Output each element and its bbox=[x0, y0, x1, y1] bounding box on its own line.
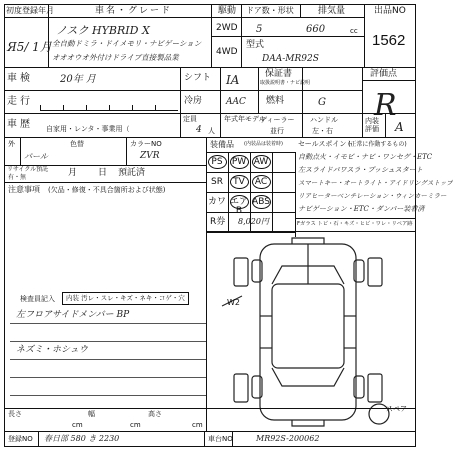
warranty-sub: 取扱説明書・ナビ説明 bbox=[260, 80, 311, 86]
inspector-line-1: 左フロアサイドメンバー BP bbox=[16, 310, 130, 320]
divider bbox=[302, 68, 303, 137]
notes-label: 注意事項 bbox=[8, 185, 40, 194]
sales-line-5: ナビゲーション・ETC・ダンパー装着済 bbox=[298, 205, 425, 213]
circle-mark bbox=[230, 155, 249, 169]
inspection-value: 20年 月 bbox=[60, 74, 96, 85]
dealer-label: ディーラー bbox=[260, 116, 295, 124]
diagram-mark-w2: W2 bbox=[227, 298, 240, 307]
divider bbox=[211, 36, 364, 37]
divider bbox=[362, 80, 416, 81]
divider bbox=[4, 90, 362, 91]
exterior-label: 外 bbox=[8, 140, 15, 148]
capacity-unit: 人 bbox=[208, 127, 215, 135]
shift-label: シフト bbox=[184, 73, 212, 83]
inspector-label: 検査員記入 bbox=[20, 295, 55, 303]
car-name-line2: 全自動ドミラ・ドイメモリ・ナビゲーション bbox=[52, 39, 202, 48]
glass-note: Fガラス トビ・石・キズ・ヒビ・ワレ・リペア跡 bbox=[297, 221, 413, 227]
exhibit-value: 1562 bbox=[372, 32, 406, 49]
divider bbox=[295, 218, 416, 219]
circle-mark bbox=[252, 175, 271, 189]
door-value: 5 bbox=[256, 24, 263, 35]
fuel-value: G bbox=[318, 97, 326, 108]
chassis-label: 車歴 bbox=[7, 119, 33, 130]
divider bbox=[126, 137, 127, 165]
dealer-value: 並行 bbox=[270, 127, 284, 135]
displacement-label: 排気量 bbox=[318, 6, 346, 16]
width-label: 幅 bbox=[88, 410, 95, 418]
color-no-value: ZVR bbox=[140, 151, 160, 161]
divider bbox=[38, 431, 39, 447]
divider bbox=[4, 137, 416, 138]
recycle-month: 月 bbox=[68, 168, 78, 178]
capacity-value: 4 bbox=[196, 125, 202, 135]
recycle-label: リサイクル預託 bbox=[7, 166, 49, 173]
divider bbox=[362, 113, 416, 114]
shift-value: IA bbox=[226, 73, 240, 87]
equipment-sub: (内装品は装着時) bbox=[244, 141, 283, 147]
length-unit: cm bbox=[72, 421, 83, 429]
circle-mark bbox=[230, 175, 249, 189]
circle-mark bbox=[252, 195, 271, 209]
recycle-day: 日 bbox=[98, 168, 108, 178]
divider bbox=[4, 408, 416, 409]
cooler-value: AAC bbox=[226, 97, 246, 107]
equip-tv: TV bbox=[233, 177, 245, 187]
circle-mark bbox=[230, 195, 249, 209]
car-name-line3: オオオウオ外付けドライブ直接製品業 bbox=[52, 53, 179, 62]
height-unit: cm bbox=[192, 421, 203, 429]
inspection-label: 車検 bbox=[7, 73, 33, 84]
divider bbox=[300, 4, 301, 18]
car-name-label: 車名・グレード bbox=[95, 6, 173, 16]
r-ticket-value: 8,020円 bbox=[238, 217, 269, 226]
divider bbox=[20, 137, 21, 165]
handle-label: ハンドル bbox=[310, 116, 338, 124]
interior-label: 内装評価 bbox=[365, 117, 379, 134]
equipment-label: 装備品 bbox=[210, 140, 234, 149]
sales-line-4: リアヒーターベンチレーション・ウィンカーミラー bbox=[298, 192, 447, 200]
drive-4wd: 4WD bbox=[216, 47, 238, 57]
drive-2wd: 2WD bbox=[216, 23, 238, 33]
equip-sr: SR bbox=[211, 177, 223, 187]
warranty-label: 保証書 bbox=[265, 69, 293, 79]
length-label: 長さ bbox=[8, 410, 22, 418]
divider bbox=[385, 113, 386, 137]
chassis-options: 自家用・レンタ・事業用（ bbox=[46, 125, 130, 133]
sales-line-2: 左スライドパワスラ・プッシュスタート bbox=[298, 166, 423, 174]
chassis-no-label: 車台NO bbox=[208, 435, 233, 443]
reg-no-label: 登録NO bbox=[8, 435, 33, 443]
height-label: 高さ bbox=[148, 410, 162, 418]
equip-ac: AC bbox=[254, 177, 268, 187]
divider bbox=[220, 68, 221, 137]
recycle-suffix: 預託済 bbox=[118, 168, 146, 178]
equip-abs: ABS bbox=[252, 197, 270, 207]
fuel-label: 燃料 bbox=[266, 96, 285, 106]
divider bbox=[4, 113, 362, 114]
spare-label: スペア bbox=[386, 405, 407, 413]
type-label: 型式 bbox=[246, 40, 265, 50]
equip-airbag: エアB bbox=[229, 197, 248, 216]
reg-no-value: 春日部 580 き 2230 bbox=[44, 434, 120, 443]
equip-aw: AW bbox=[253, 157, 269, 167]
cooler-label: 冷房 bbox=[184, 96, 203, 106]
circle-mark bbox=[208, 155, 227, 169]
divider bbox=[4, 182, 206, 183]
sales-points-sub: (正常に作動するもの) bbox=[348, 141, 407, 148]
recycle-value: 有・無 bbox=[8, 174, 27, 181]
sales-points-label: セールスポイント bbox=[298, 140, 354, 148]
width-unit: cm bbox=[130, 421, 141, 429]
color-label: 色替 bbox=[70, 140, 84, 148]
equip-ps: PS bbox=[211, 157, 223, 167]
header-label-strip bbox=[4, 4, 364, 18]
mileage-ticks bbox=[40, 105, 178, 111]
divider bbox=[204, 431, 205, 447]
divider bbox=[258, 68, 259, 90]
car-diagram bbox=[222, 236, 394, 428]
equip-r-ticket: R券 bbox=[210, 217, 226, 227]
chassis-no-value: MR92S-200062 bbox=[256, 434, 320, 443]
divider bbox=[206, 231, 416, 232]
interior-value: A bbox=[395, 120, 404, 134]
eval-value: R bbox=[374, 88, 397, 123]
divider bbox=[258, 90, 259, 113]
sales-line-3: スマートキー・オートライト・アイドリングストップ bbox=[298, 179, 453, 187]
displacement-value: 660 bbox=[306, 24, 326, 35]
divider bbox=[362, 68, 363, 137]
eval-label: 評価点 bbox=[370, 69, 398, 79]
inspector-options: 内装 汚レ・スレ・キズ・ネキ・コゲ・穴 bbox=[62, 292, 189, 305]
divider bbox=[364, 4, 365, 68]
divider bbox=[4, 431, 416, 432]
equip-leather: カワ bbox=[207, 197, 226, 207]
capacity-label: 定員 bbox=[183, 115, 197, 123]
inspector-line-2: ネズミ・ホシュウ bbox=[16, 345, 88, 355]
first-reg-value: Я5/ 1月 bbox=[7, 40, 52, 54]
drive-label: 駆動 bbox=[218, 6, 237, 16]
color-no-label: カラーNO bbox=[130, 140, 162, 148]
divider bbox=[180, 68, 181, 137]
exterior-value: パール bbox=[24, 152, 48, 161]
mileage-label: 走行 bbox=[7, 96, 33, 107]
first-reg-label: 初度登録年月 bbox=[6, 6, 54, 15]
displacement-unit: cc bbox=[350, 27, 358, 35]
type-value: DAA-MR92S bbox=[262, 54, 319, 64]
car-name-value: ノスク HYBRID X bbox=[56, 24, 150, 37]
circle-mark bbox=[252, 155, 271, 169]
notes-sub: (欠品・修復・不具合箇所および状態) bbox=[48, 186, 166, 194]
door-label: ドア数・形状 bbox=[246, 6, 294, 15]
equip-pw: PW bbox=[231, 157, 247, 167]
year-model-label: 年式年モデル bbox=[224, 115, 266, 123]
handle-value: 左・右 bbox=[312, 127, 333, 135]
exhibit-label: 出品NO bbox=[374, 6, 406, 16]
sales-line-1: 自動点火・イモビ・ナビ・ワンセグ・ETC bbox=[298, 153, 433, 161]
